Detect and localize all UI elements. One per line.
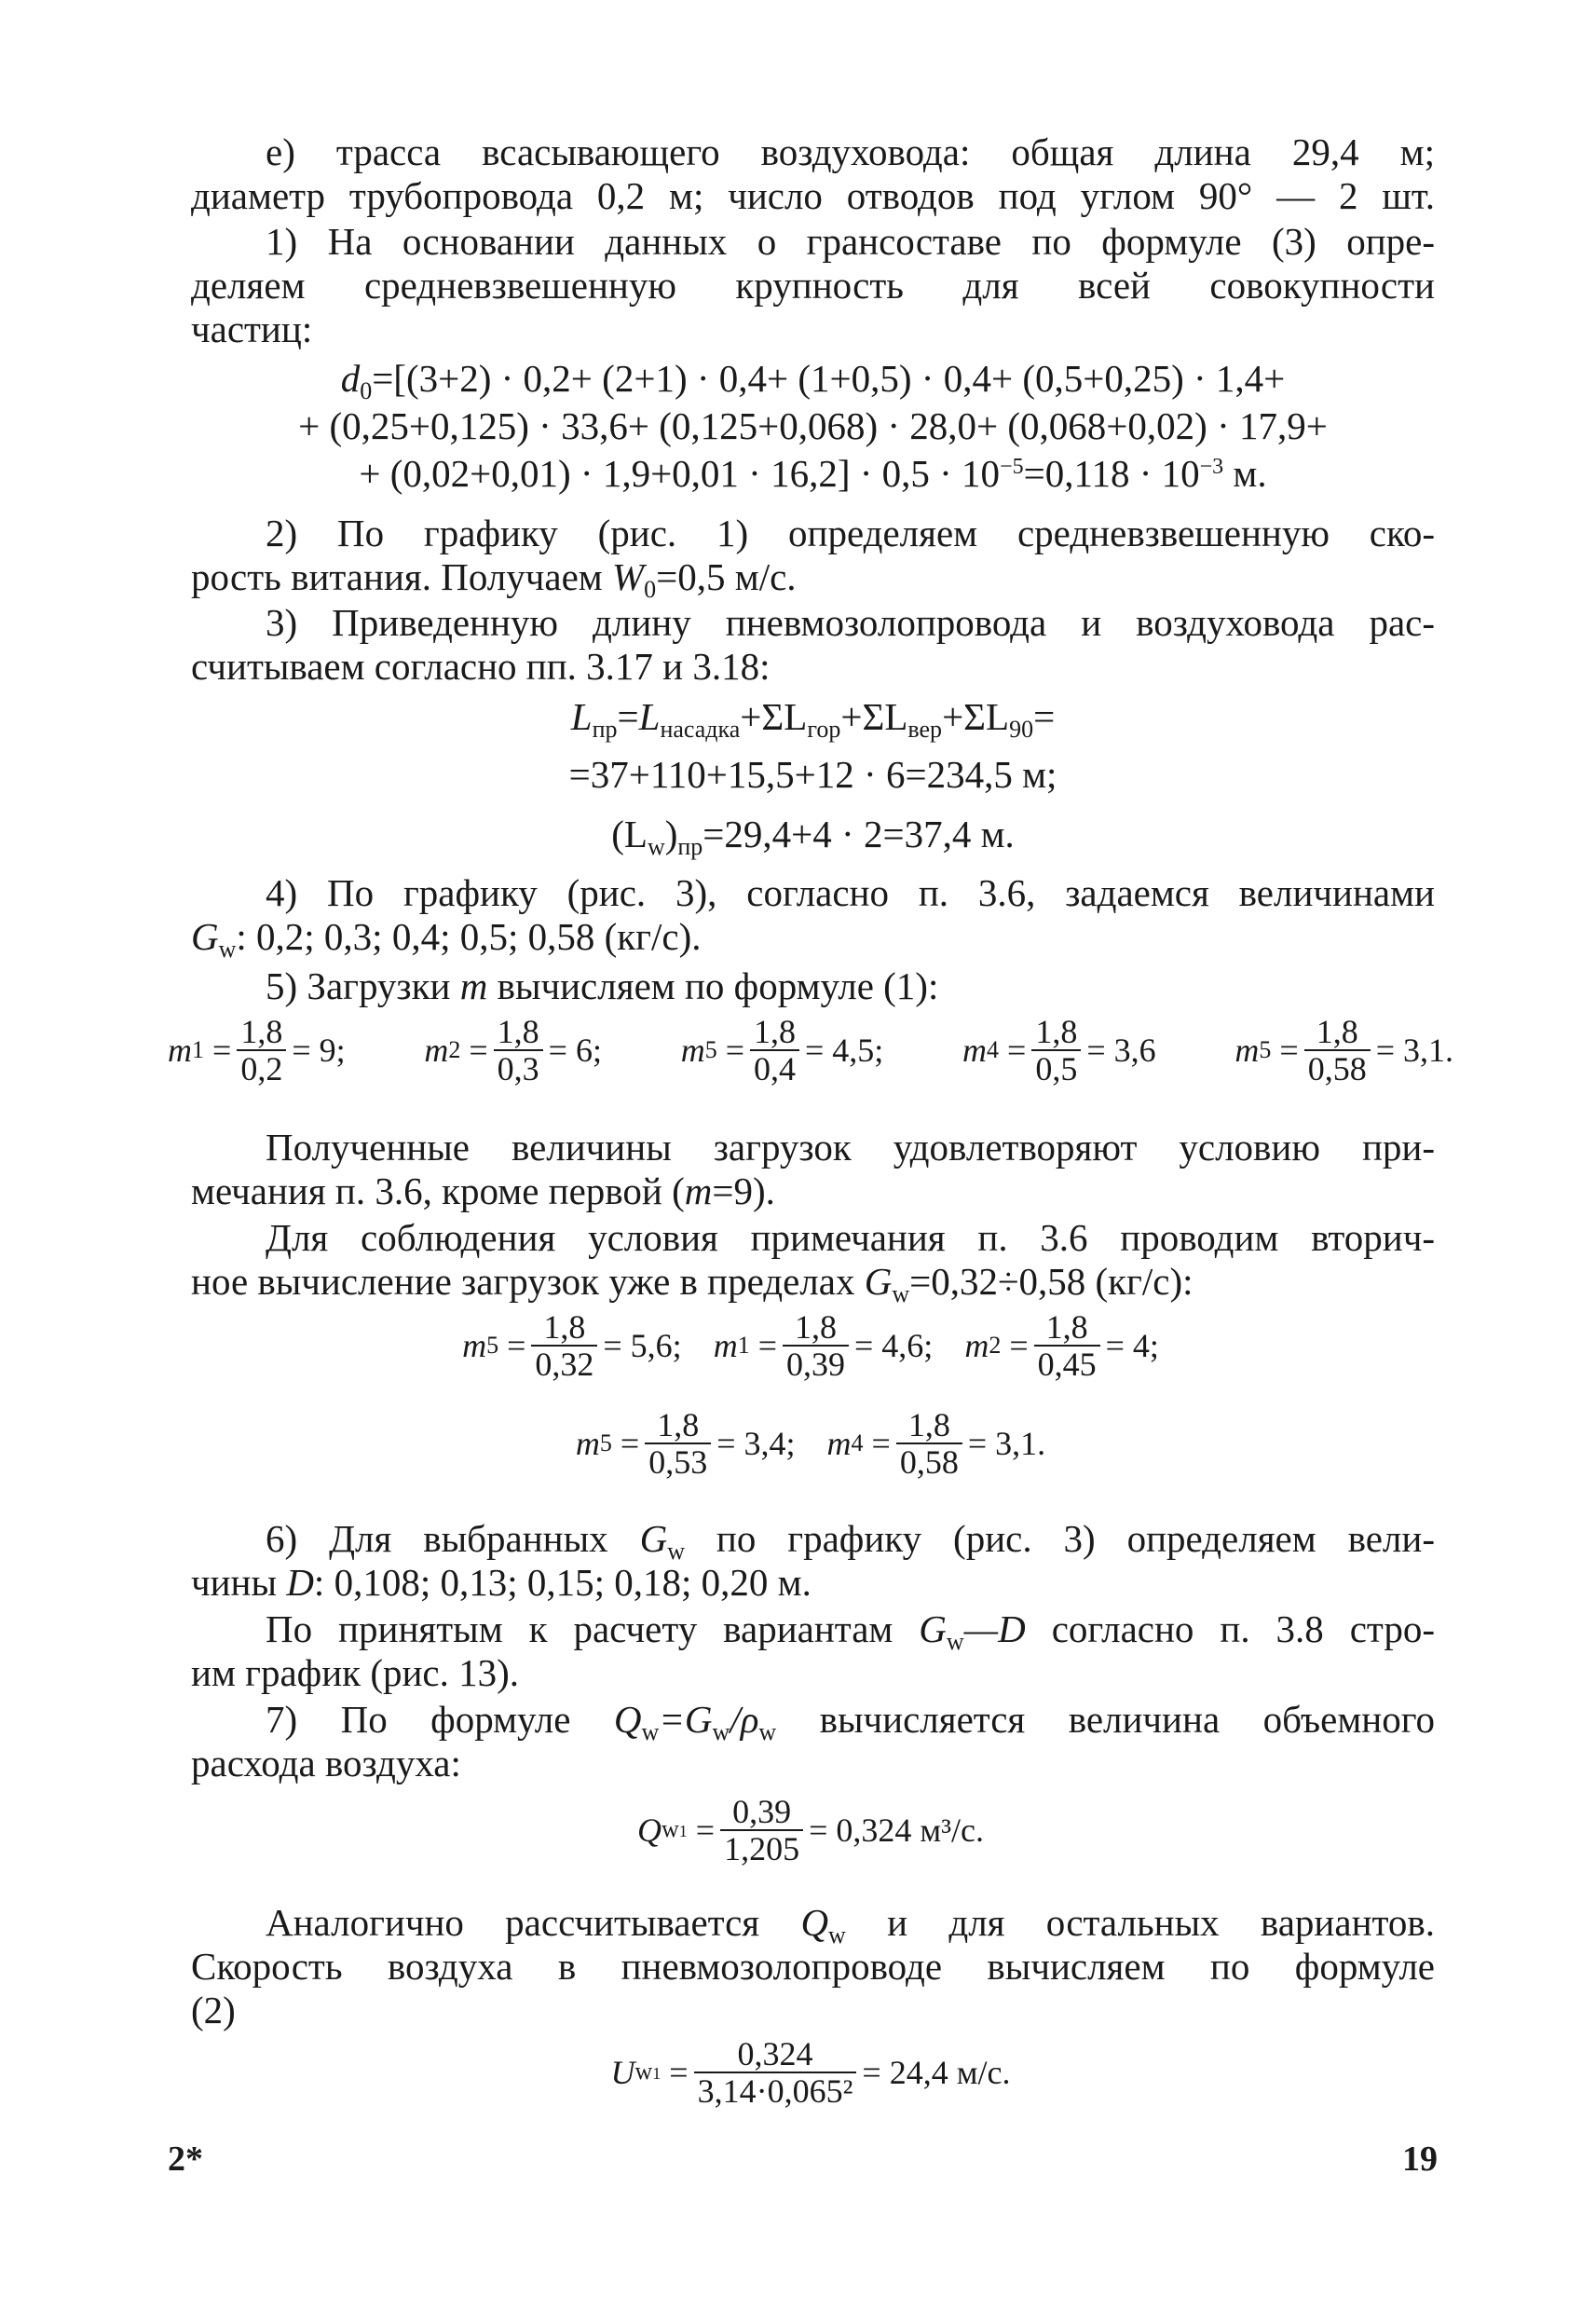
fraction <box>1304 1014 1371 1087</box>
result: = 3,1. <box>1375 1032 1453 1069</box>
result: = 4,6; <box>854 1327 934 1364</box>
text-span: деляем средневзвешенную крупность для всей совокупности <box>191 264 1435 307</box>
text-span: диаметр трубопровода 0,2 м; число отводов под углом 90° — 2 шт. <box>191 174 1435 217</box>
text-span: ное вычисление загрузок уже в пределах <box>191 1260 865 1303</box>
m-term: m 5 = $\frac{1,8}{0,32}$ = 5,6; <box>462 1308 682 1383</box>
denominator: 1,205 <box>720 1829 803 1867</box>
symbol: —D <box>963 1607 1026 1650</box>
subscript: гор <box>807 716 841 743</box>
fraction <box>783 1309 849 1382</box>
text-line <box>191 645 1435 689</box>
text-line <box>191 555 1435 603</box>
fraction <box>1031 1014 1081 1087</box>
numerator: 1,8 <box>497 1013 539 1050</box>
text-line <box>191 174 1435 218</box>
signature-mark: 2* <box>168 2140 203 2179</box>
text-span: Полученные величины загрузок удовлетворяют условию при- <box>266 1126 1435 1169</box>
denominator: 0,3 <box>494 1049 543 1087</box>
subscript: вер <box>907 716 943 743</box>
subscript: w <box>712 1718 730 1745</box>
symbol: L <box>570 695 593 738</box>
formula-text: =37+110+15,5+12 · 6=234,5 м; <box>568 753 1057 796</box>
text-span: 2) По графику (рис. 1) определяем средневзвешенную ско- <box>266 512 1435 554</box>
text-line <box>191 915 1435 963</box>
denominator: 0,58 <box>896 1443 962 1480</box>
text-span: 3) Приведенную длину пневмозолопровода и воздуховода рас- <box>266 601 1435 644</box>
symbol: m <box>962 1032 988 1069</box>
numerator: 1,8 <box>907 1406 950 1443</box>
m-term: m 4 = $\frac{1,8}{0,58}$ = 3,1. <box>826 1406 1046 1481</box>
subscript: 0 <box>644 576 657 603</box>
result: = 3,1. <box>967 1425 1046 1462</box>
m-term: m 1 = $\frac{1,8}{0,2}$ = 9; <box>168 1013 346 1087</box>
symbol: G <box>639 1517 668 1560</box>
subscript <box>662 1815 688 1842</box>
formula-text: =[(3+2) · 0,2+ (2+1) · 0,4+ (1+0,5) · 0,4+ (0,5+0,25) · 1,4+ <box>372 357 1286 400</box>
text-span: мечания п. 3.6, кроме первой ( <box>191 1169 685 1212</box>
numerator: 1,8 <box>1316 1013 1358 1050</box>
text-span: расхода воздуха: <box>191 1742 461 1785</box>
formula-L-line2 <box>191 753 1435 797</box>
symbol: =G <box>659 1698 713 1741</box>
text-line <box>191 512 1435 555</box>
text-line <box>191 1651 1435 1695</box>
text-span: (2) <box>191 1989 236 2031</box>
subscript: насадка <box>660 716 741 743</box>
formula-text: м. <box>1223 452 1267 495</box>
fraction <box>750 1014 799 1087</box>
fraction <box>720 1794 803 1867</box>
numerator: 1,8 <box>795 1308 837 1346</box>
result: = 4; <box>1105 1327 1159 1364</box>
subscript-text: w <box>634 2058 653 2085</box>
formula-d0-line3 <box>191 452 1435 496</box>
symbol: m <box>459 964 488 1007</box>
subscript: пр <box>592 716 618 743</box>
result: = 24,4 м/с. <box>862 2054 1011 2091</box>
formula-L-line3 <box>191 813 1435 860</box>
text-span: =0,5 м/с. <box>656 555 797 598</box>
result: = 3,4; <box>716 1425 796 1462</box>
formula-text: +ΣL <box>942 695 1010 738</box>
symbol: m <box>424 1032 449 1069</box>
symbol: m <box>575 1425 600 1462</box>
text-line <box>191 1901 1435 1949</box>
fraction <box>1034 1309 1100 1382</box>
m-term: m 1 = $\frac{1,8}{0,39}$ = 4,6; <box>713 1308 934 1383</box>
formula-text: =0,118 · 10 <box>1023 452 1200 495</box>
symbol: W <box>611 555 645 598</box>
symbol: Q <box>613 1698 642 1741</box>
formula-m-row1 <box>168 1014 1453 1087</box>
exponent: −3 <box>1199 455 1224 479</box>
result: = 6; <box>548 1032 602 1069</box>
result: = 5,6; <box>603 1327 682 1364</box>
m-term: m 2 = $\frac{1,8}{0,3}$ = 6; <box>424 1013 602 1087</box>
subscript: w <box>641 1718 660 1745</box>
text-line <box>191 220 1435 264</box>
text-span: рость витания. Получаем <box>191 555 612 598</box>
numerator: 0,324 <box>737 2035 813 2072</box>
text-line <box>191 308 1435 351</box>
symbol: m <box>1235 1032 1260 1069</box>
text-span: =9). <box>712 1169 775 1212</box>
symbol: /ρ <box>730 1698 759 1741</box>
result: = 4,5; <box>805 1032 884 1069</box>
sub-subscript: 1 <box>678 1822 688 1840</box>
text-line <box>191 1561 1435 1605</box>
subscript: w <box>647 833 665 860</box>
symbol: d <box>340 357 361 400</box>
subscript: пр <box>677 833 703 860</box>
denominator: 0,53 <box>645 1443 711 1480</box>
subscript: 90 <box>1009 716 1034 743</box>
numerator: 1,8 <box>657 1406 700 1443</box>
formula-d0-line2 <box>191 404 1435 448</box>
text-line: е) трасса всасывающего воздуховода: общая длина 29,4 м; <box>266 130 1435 173</box>
m-term: m 2 = $\frac{1,8}{0,45}$ = 4; <box>964 1308 1159 1383</box>
symbol: m <box>168 1032 192 1069</box>
m-term: m 5 = $\frac{1,8}{0,4}$ = 4,5; <box>680 1013 884 1087</box>
text-span: частиц: <box>191 308 313 350</box>
denominator: 0,32 <box>531 1345 597 1382</box>
denominator: 0,4 <box>750 1049 799 1087</box>
formula-text: = <box>617 695 639 738</box>
fraction <box>494 1014 543 1087</box>
text-line <box>191 964 1435 1008</box>
text-span: им график (рис. 13). <box>191 1651 520 1694</box>
paragraph-e <box>191 130 1435 174</box>
fraction <box>645 1407 711 1480</box>
text-span: 6) Для выбранных <box>266 1517 640 1560</box>
text-span: согласно п. 3.8 стро- <box>1025 1607 1435 1650</box>
formula-text: +ΣL <box>740 695 808 738</box>
m-term: m 5 = $\frac{1,8}{0,53}$ = 3,4; <box>575 1406 796 1481</box>
text-line <box>191 1169 1435 1213</box>
fraction <box>896 1407 962 1480</box>
symbol: G <box>864 1260 893 1303</box>
formula-Q <box>168 1794 1453 1867</box>
text-line <box>191 1607 1435 1655</box>
sub-subscript: 1 <box>652 2064 662 2083</box>
text-span: Аналогично рассчитывается <box>266 1901 801 1944</box>
symbol: U <box>610 2054 635 2091</box>
result: = 3,6 <box>1086 1032 1156 1069</box>
text-line <box>191 1989 1435 2032</box>
numerator: 1,8 <box>754 1013 796 1050</box>
text-span: Для соблюдения условия примечания п. 3.6 проводим вторич- <box>266 1216 1435 1259</box>
text-line <box>191 1698 1436 1745</box>
subscript-text: w <box>662 1815 679 1842</box>
symbol: m <box>680 1032 705 1069</box>
page-number: 19 <box>1402 2140 1438 2179</box>
formula-text: =29,4+4 · 2=37,4 м. <box>703 813 1015 855</box>
symbol: G <box>191 915 219 958</box>
symbol: Q <box>637 1812 662 1849</box>
denominator: 0,5 <box>1031 1049 1081 1087</box>
exponent: −5 <box>1000 455 1024 479</box>
m-term: m 5 = $\frac{1,8}{0,58}$ = 3,1. <box>1235 1013 1453 1087</box>
text-span: и для остальных вариантов. <box>845 1901 1435 1944</box>
fraction <box>237 1014 286 1087</box>
formula-m-row2 <box>168 1309 1453 1382</box>
symbol: G <box>919 1607 947 1650</box>
subscript: w <box>946 1628 964 1655</box>
numerator: 1,8 <box>543 1308 586 1346</box>
text-span: По принятым к расчету вариантам <box>266 1607 920 1650</box>
text-span: 5) Загрузки <box>266 964 460 1007</box>
text-span: по графику (рис. 3) определяем вели- <box>684 1517 1435 1560</box>
text-span: считываем согласно пп. 3.17 и 3.18: <box>191 645 771 688</box>
fraction <box>531 1309 597 1382</box>
text-span: 1) На основании данных о грансоставе по формуле (3) опре- <box>266 220 1435 263</box>
text-span: вычисляем по формуле (1): <box>487 964 939 1007</box>
symbol: m <box>713 1327 738 1364</box>
formula-text: (L <box>611 813 648 855</box>
text-span: =0,32÷0,58 (кг/с): <box>909 1260 1194 1303</box>
denominator: 0,39 <box>783 1345 849 1382</box>
subscript: 0 <box>360 377 373 404</box>
formula-text: + (0,25+0,125) · 33,6+ (0,125+0,068) · 28,0+ (0,068+0,02) · 17,9+ <box>298 404 1328 447</box>
formula-text: ) <box>664 813 678 855</box>
text-span: вычисляется величина объемного <box>776 1698 1436 1741</box>
text-span: 7) По формуле <box>266 1698 614 1741</box>
numerator: 0,39 <box>732 1793 792 1830</box>
text-span: : 0,2; 0,3; 0,4; 0,5; 0,58 (кг/с). <box>236 915 702 958</box>
u-term: U w1 = $\frac{0,324}{\text{3,14·0,065²}}$ = 24,4 м/с. <box>610 2035 1011 2110</box>
text-span: Скорость воздуха в пневмозолопроводе вычисляем по формуле <box>191 1945 1435 1988</box>
text-line <box>191 1216 1435 1260</box>
formula-U <box>168 2036 1453 2109</box>
formula-text: + (0,02+0,01) · 1,9+0,01 · 16,2] · 0,5 · 10 <box>359 452 1001 495</box>
subscript: w <box>828 1921 846 1949</box>
denominator: 0,58 <box>1304 1049 1371 1087</box>
symbol: L <box>638 695 661 738</box>
q-term: Q w1 = $\frac{0,39}{1,205}$ = 0,324 м³/с. <box>637 1793 984 1867</box>
text-line <box>191 1517 1435 1565</box>
text-span: чины <box>191 1561 287 1604</box>
m-term: m 4 = $\frac{1,8}{0,5}$ = 3,6 <box>962 1013 1156 1087</box>
formula-text: = <box>1033 695 1056 738</box>
numerator: 1,8 <box>1035 1013 1078 1050</box>
text-line <box>191 1126 1435 1169</box>
subscript: w <box>758 1718 777 1745</box>
text-line <box>191 601 1435 645</box>
denominator: 0,2 <box>237 1049 286 1087</box>
symbol: m <box>462 1327 487 1364</box>
denominator: 3,14·0,065² <box>694 2072 857 2109</box>
formula-m-row3 <box>168 1407 1453 1480</box>
formula-text: +ΣL <box>840 695 908 738</box>
numerator: 1,8 <box>1045 1308 1088 1346</box>
result: = 0,324 м³/с. <box>809 1812 984 1849</box>
denominator: 0,45 <box>1034 1345 1100 1382</box>
subscript <box>634 2058 662 2085</box>
symbol: m <box>964 1327 989 1364</box>
fraction <box>694 2036 857 2109</box>
subscript: w <box>218 936 237 963</box>
result: = 9; <box>292 1032 346 1069</box>
symbol: m <box>826 1425 852 1462</box>
text-line <box>191 1742 1435 1785</box>
subscript: w <box>892 1280 910 1307</box>
symbol: m <box>684 1169 713 1212</box>
subscript: w <box>667 1538 685 1565</box>
text-span: : 0,108; 0,13; 0,15; 0,18; 0,20 м. <box>313 1561 812 1604</box>
text-span: 4) По графику (рис. 3), согласно п. 3.6, задаемся величинами <box>266 871 1435 914</box>
text-line <box>191 264 1435 308</box>
formula-L-line1 <box>191 695 1435 743</box>
numerator: 1,8 <box>240 1013 283 1050</box>
text-line <box>191 1945 1435 1989</box>
symbol: Q <box>800 1901 829 1944</box>
text-line <box>191 871 1435 915</box>
symbol: D <box>286 1561 314 1604</box>
formula-d0-line1 <box>191 357 1435 404</box>
text-line <box>191 1260 1435 1307</box>
